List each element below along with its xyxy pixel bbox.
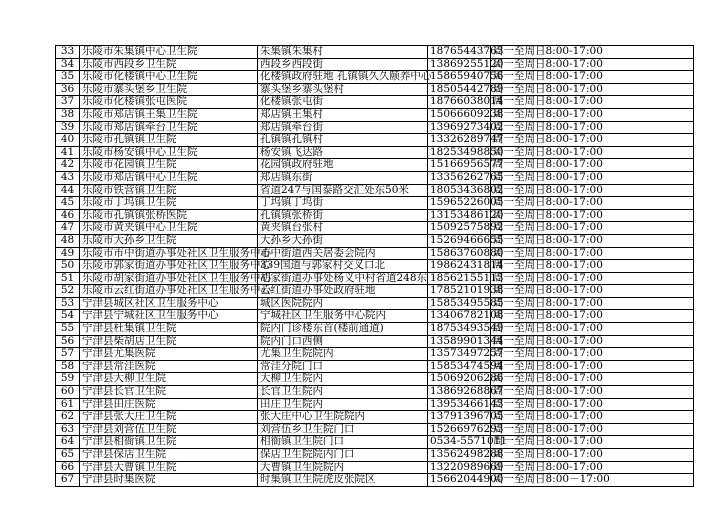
facility-address: 郑店镇牵台街 — [258, 121, 428, 134]
row-number: 66 — [56, 461, 80, 474]
facility-phone: 13791396705 — [428, 411, 491, 424]
service-hours: 周一至周日8:00-17:00 — [491, 222, 694, 235]
row-number: 67 — [56, 474, 80, 487]
service-hours: 周一至周日8:00－17:00 — [491, 474, 694, 487]
facility-address: 郑店镇东街 — [258, 171, 428, 184]
facility-phone: 15266976293 — [428, 423, 491, 436]
facility-name: 乐陵市胡家街道办事处社区卫生服务中心 — [80, 272, 258, 285]
row-number: 47 — [56, 222, 80, 235]
facility-name: 乐陵市化楼镇中心卫生院 — [80, 71, 258, 84]
facility-address: 孔镇镇孔镇村 — [258, 134, 428, 147]
facility-phone: 13969273402 — [428, 121, 491, 134]
table-row — [56, 247, 694, 260]
facility-phone: 13869268867 — [428, 386, 491, 399]
facility-address: 院内门口西侧 — [258, 335, 428, 348]
facility-name: 宁津县城区社区卫生服务中心 — [80, 297, 258, 310]
facility-name: 乐陵市郭家街道办事处社区卫生服务中心 — [80, 260, 258, 273]
service-hours: 周一至周日8:00-17:00 — [491, 323, 694, 336]
row-number: 64 — [56, 436, 80, 449]
row-number: 44 — [56, 184, 80, 197]
facility-phone: 18253498850 — [428, 146, 491, 159]
facility-phone: 13869255120 — [428, 58, 491, 71]
table-row — [56, 449, 694, 462]
row-number: 41 — [56, 146, 80, 159]
facility-address: 大孙乡大孙街 — [258, 234, 428, 247]
facility-address: 寨头堡乡寨头堡村 — [258, 83, 428, 96]
row-number: 50 — [56, 260, 80, 273]
table-row — [56, 272, 694, 285]
facility-name: 乐陵市西段乡卫生院 — [80, 58, 258, 71]
facility-name: 乐陵市大孙乡卫生院 — [80, 234, 258, 247]
facility-address: 张大庄中心卫生院院内 — [258, 411, 428, 424]
facility-address: 长官卫生院内 — [258, 386, 428, 399]
table-row — [56, 83, 694, 96]
facility-phone: 15853495585 — [428, 297, 491, 310]
facility-address: 省道247与国泰路交汇处东50米 — [258, 184, 428, 197]
facility-name: 宁津县大柳卫生院 — [80, 373, 258, 386]
facility-address: 尤集卫生院院内 — [258, 348, 428, 361]
service-hours: 周一至周日8:00-17:00 — [491, 134, 694, 147]
facility-phone: 13153486120 — [428, 209, 491, 222]
table-row — [56, 197, 694, 210]
table-row — [56, 96, 694, 109]
facility-address: 朱集镇朱集村 — [258, 46, 428, 59]
facility-phone: 15853474594 — [428, 360, 491, 373]
facility-name: 乐陵市郑店镇牵台卫生院 — [80, 121, 258, 134]
table-row — [56, 184, 694, 197]
clinic-table — [55, 45, 694, 487]
row-number: 52 — [56, 285, 80, 298]
service-hours: 周一至周日8:00-17:00 — [491, 247, 694, 260]
row-number: 54 — [56, 310, 80, 323]
facility-name: 乐陵市化楼镇张屯医院 — [80, 96, 258, 109]
row-number: 34 — [56, 58, 80, 71]
facility-address: 化楼镇政府驻地 孔镇镇久久颐养中心 — [258, 71, 428, 84]
facility-phone: 13406782108 — [428, 310, 491, 323]
row-number: 65 — [56, 449, 80, 462]
facility-phone: 13220989669 — [428, 461, 491, 474]
row-number: 39 — [56, 121, 80, 134]
row-number: 62 — [56, 411, 80, 424]
facility-phone: 15269466655 — [428, 234, 491, 247]
service-hours: 周一至周日8:00-17:00 — [491, 436, 694, 449]
row-number: 35 — [56, 71, 80, 84]
service-hours: 周一至周日8:00-17:00 — [491, 272, 694, 285]
facility-phone: 17852101938 — [428, 285, 491, 298]
service-hours: 周一至周日8:00-17:00 — [491, 335, 694, 348]
service-hours: 周一至周日8:00-17:00 — [491, 386, 694, 399]
facility-name: 乐陵市朱集镇中心卫生院 — [80, 46, 258, 59]
row-number: 61 — [56, 398, 80, 411]
facility-name: 宁津县宁城社区卫生服务中心 — [80, 310, 258, 323]
facility-name: 乐陵市云红街道办事处社区卫生服务中心 — [80, 285, 258, 298]
table-row — [56, 348, 694, 361]
service-hours: 周一至周日8:00-17:00 — [491, 184, 694, 197]
row-number: 42 — [56, 159, 80, 172]
facility-address: 城区医院院内 — [258, 297, 428, 310]
facility-name: 宁津县柴胡店卫生院 — [80, 335, 258, 348]
table-row — [56, 260, 694, 273]
service-hours: 周一至周日8:00-17:00 — [491, 159, 694, 172]
facility-name: 宁津县尤集医院 — [80, 348, 258, 361]
facility-name: 乐陵市寨头堡乡卫生院 — [80, 83, 258, 96]
facility-address: 云红街道办事处政府驻地 — [258, 285, 428, 298]
table-row — [56, 474, 694, 487]
facility-name: 乐陵市丁坞镇卫生院 — [80, 197, 258, 210]
facility-name: 乐陵市孔镇镇卫生院 — [80, 134, 258, 147]
service-hours: 周一至周日8:00-17:00 — [491, 360, 694, 373]
facility-name: 宁津县时集医院 — [80, 474, 258, 487]
service-hours: 周一至周日8:00-17:00 — [491, 46, 694, 59]
service-hours: 周一至周日8:00-17:00 — [491, 197, 694, 210]
table-row — [56, 108, 694, 121]
facility-name: 乐陵市郑店镇王集卫生院 — [80, 108, 258, 121]
facility-phone: 15662044900 — [428, 474, 491, 487]
facility-address: 常洼分院门口 — [258, 360, 428, 373]
facility-address: 花园镇政府驻地 — [258, 159, 428, 172]
table-row — [56, 310, 694, 323]
table-row — [56, 386, 694, 399]
facility-name: 乐陵市铁营镇卫生院 — [80, 184, 258, 197]
table-row — [56, 146, 694, 159]
row-number: 53 — [56, 297, 80, 310]
row-number: 58 — [56, 360, 80, 373]
facility-phone: 15166956577 — [428, 159, 491, 172]
row-number: 43 — [56, 171, 80, 184]
facility-name: 宁津县田庄医院 — [80, 398, 258, 411]
facility-name: 宁津县大曹镇卫生院 — [80, 461, 258, 474]
facility-address: 相衙镇卫生院门口 — [258, 436, 428, 449]
table-row — [56, 461, 694, 474]
facility-address: 田庄卫生院内 — [258, 398, 428, 411]
table-row — [56, 71, 694, 84]
facility-address: 保店卫生院院内门口 — [258, 449, 428, 462]
facility-name: 乐陵市花园镇卫生院 — [80, 159, 258, 172]
facility-address: 郑店镇王集村 — [258, 108, 428, 121]
table-row — [56, 134, 694, 147]
service-hours: 周一至周日8:00-17:00 — [491, 398, 694, 411]
table-row — [56, 373, 694, 386]
table-row — [56, 234, 694, 247]
service-hours: 周一至周日8:00-17:00 — [491, 171, 694, 184]
row-number: 49 — [56, 247, 80, 260]
facility-address: 市中街道西关居委会院内 — [258, 247, 428, 260]
table-row — [56, 46, 694, 59]
row-number: 56 — [56, 335, 80, 348]
facility-phone: 13326289747 — [428, 134, 491, 147]
facility-address: 西段乡西段街 — [258, 58, 428, 71]
facility-address: 杨安镇飞达路 — [258, 146, 428, 159]
facility-address: 黄夹镇台张村 — [258, 222, 428, 235]
facility-address: 大柳卫生院内 — [258, 373, 428, 386]
service-hours: 周一至周日8:00-17:00 — [491, 121, 694, 134]
table-row — [56, 121, 694, 134]
facility-name: 宁津县相衙镇卫生院 — [80, 436, 258, 449]
table-row — [56, 171, 694, 184]
facility-address: 化楼镇张屯街 — [258, 96, 428, 109]
row-number: 37 — [56, 96, 80, 109]
facility-phone: 18765443763 — [428, 46, 491, 59]
service-hours: 周一至周日8:00-17:00 — [491, 234, 694, 247]
row-number: 38 — [56, 108, 80, 121]
row-number: 63 — [56, 423, 80, 436]
service-hours: 周一至周日8:00-17:00 — [491, 96, 694, 109]
row-number: 57 — [56, 348, 80, 361]
table-body — [56, 46, 694, 487]
facility-name: 乐陵市黄夹镇中心卫生院 — [80, 222, 258, 235]
facility-name: 乐陵市市中街道办事处社区卫生服务中心 — [80, 247, 258, 260]
facility-name: 乐陵市郑店镇中心卫生院 — [80, 171, 258, 184]
table-row — [56, 398, 694, 411]
table-row — [56, 222, 694, 235]
service-hours: 周一至周日8:00-17:00 — [491, 83, 694, 96]
row-number: 36 — [56, 83, 80, 96]
table-row — [56, 436, 694, 449]
facility-phone: 15865940756 — [428, 71, 491, 84]
facility-phone: 13562498288 — [428, 449, 491, 462]
facility-phone: 13589901344 — [428, 335, 491, 348]
row-number: 45 — [56, 197, 80, 210]
facility-address: 丁坞镇丁坞街 — [258, 197, 428, 210]
facility-phone: 0534-5571011 — [428, 436, 491, 449]
facility-address: 339国道与郭家村交叉口北 — [258, 260, 428, 273]
table-row — [56, 323, 694, 336]
row-number: 40 — [56, 134, 80, 147]
facility-phone: 13356262765 — [428, 171, 491, 184]
facility-phone: 18053436802 — [428, 184, 491, 197]
facility-phone: 18505442789 — [428, 83, 491, 96]
table-row — [56, 209, 694, 222]
facility-address: 孔镇镇张桥街 — [258, 209, 428, 222]
facility-phone: 18562155113 — [428, 272, 491, 285]
service-hours: 周一至周日8:00-17:00 — [491, 310, 694, 323]
service-hours: 周一至周日8:00-17:00 — [491, 108, 694, 121]
table-row — [56, 335, 694, 348]
facility-address: 宁城社区卫生服务中心院内 — [258, 310, 428, 323]
facility-phone: 15965226005 — [428, 197, 491, 210]
facility-phone: 15863760880 — [428, 247, 491, 260]
service-hours: 周一至周日8:00-17:00 — [491, 411, 694, 424]
service-hours: 周一至周日8:00-17:00 — [491, 209, 694, 222]
facility-address: 时集镇卫生院虎皮张院区 — [258, 474, 428, 487]
row-number: 46 — [56, 209, 80, 222]
row-number: 60 — [56, 386, 80, 399]
facility-phone: 18766038014 — [428, 96, 491, 109]
facility-phone: 15066609238 — [428, 108, 491, 121]
facility-phone: 13953466143 — [428, 398, 491, 411]
table-row — [56, 58, 694, 71]
facility-name: 宁津县长官卫生院 — [80, 386, 258, 399]
service-hours: 周一至周日8:00-17:00 — [491, 348, 694, 361]
table-row — [56, 411, 694, 424]
facility-name: 宁津县常洼医院 — [80, 360, 258, 373]
service-hours: 周一至周日8:00-17:00 — [491, 423, 694, 436]
facility-phone: 15092575892 — [428, 222, 491, 235]
row-number: 59 — [56, 373, 80, 386]
row-number: 48 — [56, 234, 80, 247]
table-row — [56, 285, 694, 298]
service-hours: 周一至周日8:00-17:00 — [491, 461, 694, 474]
row-number: 51 — [56, 272, 80, 285]
service-hours: 周一至周日8:00-17:00 — [491, 71, 694, 84]
facility-address: 大曹镇卫生院院内 — [258, 461, 428, 474]
service-hours: 周一至周日8:00-17:00 — [491, 146, 694, 159]
facility-name: 宁津县刘营伍卫生院 — [80, 423, 258, 436]
facility-name: 宁津县保店卫生院 — [80, 449, 258, 462]
table-row — [56, 159, 694, 172]
service-hours: 周一至周日8:00-17:00 — [491, 260, 694, 273]
facility-phone: 15069206286 — [428, 373, 491, 386]
service-hours: 周一至周日8:00-17:00 — [491, 449, 694, 462]
facility-name: 乐陵市杨安镇中心卫生院 — [80, 146, 258, 159]
service-hours: 周一至周日8:00-17:00 — [491, 58, 694, 71]
facility-address: 院内门诊楼东首(楼前通道) — [258, 323, 428, 336]
facility-address: 胡家街道办事处杨义中村省道248东 — [258, 272, 428, 285]
facility-name: 宁津县杜集镇卫生院 — [80, 323, 258, 336]
facility-phone: 18753493549 — [428, 323, 491, 336]
facility-phone: 19862431814 — [428, 260, 491, 273]
facility-phone: 13573497257 — [428, 348, 491, 361]
row-number: 33 — [56, 46, 80, 59]
service-hours: 周一至周日8:00-17:00 — [491, 297, 694, 310]
service-hours: 周一至周日8:00-17:00 — [491, 285, 694, 298]
facility-address: 刘营伍乡卫生院门口 — [258, 423, 428, 436]
facility-name: 宁津县张大庄卫生院 — [80, 411, 258, 424]
row-number: 55 — [56, 323, 80, 336]
facility-name: 乐陵市孔镇镇张桥医院 — [80, 209, 258, 222]
service-hours: 周一至周日8:00-17:00 — [491, 373, 694, 386]
